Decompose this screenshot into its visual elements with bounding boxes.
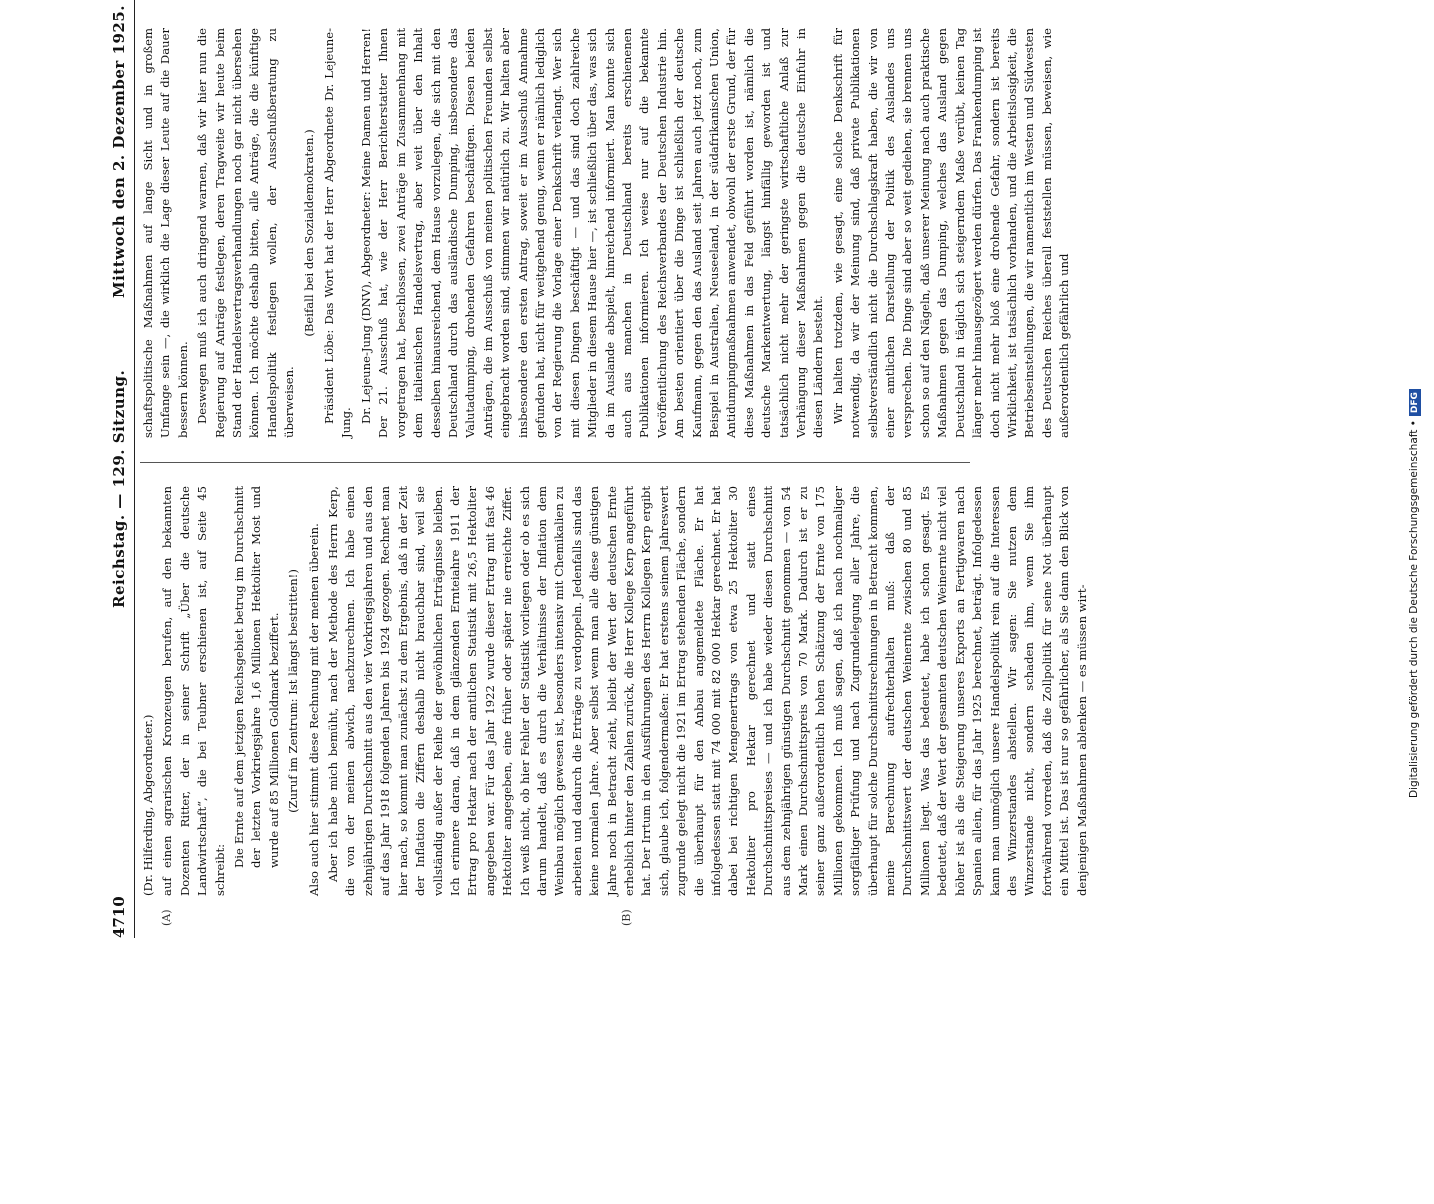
paragraph: (Beifall bei den Sozialdemokraten.) — [301, 129, 316, 337]
page-number: 4710 — [110, 896, 128, 938]
session-title: Reichstag. — 129. Sitzung. — [110, 369, 128, 608]
margin-mark-a: (A) — [160, 909, 173, 926]
page-header — [110, 0, 132, 938]
paragraph: Also auch hier stimmt diese Rechnung mit der meinen überein. — [306, 523, 321, 896]
right-text-column — [140, 28, 1072, 438]
paragraph: (Zuruf im Zentrum: Ist längst bestritten!) — [286, 569, 301, 813]
document-page-content — [100, 0, 1280, 938]
dfg-logo: DFG — [1409, 389, 1421, 416]
column-divider — [140, 462, 970, 463]
left-text-column — [140, 486, 1089, 896]
paragraph: Präsident Löbe: Das Wort hat der Herr Abgeordnete Dr. Lejeune-Jung. — [322, 28, 354, 438]
paragraph: Aber ich habe mich bemüht, nach der Methode des Herrn Kerp, die von der meinen abwich, nachzurechnen. Ich habe einen zehnjährigen Durchschnitt aus den vier Vorkriegsjahren und aus den auf das Jahr 1918 folgenden Jahren bis 1924 gezogen. Rechnet man hier nach, so kommt man zunächst zu dem Ergebnis, daß in der Zeit der Inflation die Ziffern deshalb nicht brauchbar sind, weil sie vollständig außer der Reihe der gewöhnlichen Erträgnisse bleiben. Ich erinnere daran, daß in dem glänzenden Ernteiahre 1911 der Ertrag pro Hektar nach der amtlichen Statistik mit 26,5 Hektoliter angegeben war. Für das Jahr 1922 wurde dieser Ertrag mit fast 46 Hektoliter angegeben, eine früher oder später nie erreichte Ziffer. Ich weiß nicht, ob hier Fehler der Statistik vorliegen oder ob es sich darum handelt, daß es durch die Verhältnisse der Inflation dem Weinbau möglich gewesen ist, besonders intensiv mit Chemikalien zu arbeiten und dadurch die Erträge zu verdoppeln. Jedenfalls sind das keine normalen Jahre. Aber selbst wenn man alle diese günstigen Jahre noch in Betracht zieht, bleibt der Wert der deutschen Ernte erheblich hinter den Zahlen zurück, die Herr Kollege Kerp angeführt hat. Der Irrtum in den Ausführungen des Herrn Kollegen Kerp ergibt sich, glaube ich, folgendermaßen: Er hat erstens seinem Jahreswert zugrunde gelegt nicht die 1921 im Ertrag stehenden Fläche, sondern die überhaupt für den Anbau angemeldete Fläche. Er hat infolgedessen statt mit 74 000 mit 82 000 Hektar gerechnet. Er hat dabei bei richtigen Mengenertrags von etwa 25 Hektoliter 30 Hektoliter pro Hektar gerechnet und statt eines Durchschnittspreises — und ich habe wieder diesen Durchschnitt aus dem zehnjährigen günstigen Durchschnitt genommen — von 54 Mark einen Durchschnittspreis von 70 Mark. Dadurch ist er zu seiner ganz außerordentlich hohen Schätzung der Ernte von 175 Millionen gekommen. Ich muß sagen, daß ich nach nochmaliger sorgfältiger Prüfung und nach Zugrundelegung aller Jahre, die überhaupt für solche Durchschnittsrechnungen in Betracht kommen, meine Berechnung aufrechterhalten muß: daß der Durchschnittswert der deutschen Weinernte zwischen 80 und 85 Millionen liegt. Was das bedeutet, habe ich schon gesagt. Es bedeutet, daß der Wert der gesamten deutschen Weinernte nicht viel höher ist als die Steigerung unseres Exports an Fertigwaren nach Spanien allein, für das Jahr 1925 berechnet, beträgt. Infolgedessen kann man unmöglich unsere Handelspolitik rein auf die Interessen des Winzerstandes abstellen. Wir sagen: Sie nutzen dem Winzerstande nicht, sondern schaden ihm, wenn Sie ihm fortwährend vorreden, daß die Zollpolitik für seine Not überhaupt ein Mittel ist. Das ist nur so gefährlicher, als Sie dann den Blick von denjenigen Maßnahmen ablenken — es müssen wirt- — [326, 486, 1089, 896]
paragraph: Dr. Lejeune-Jung (DNV), Abgeordneter: Meine Damen und Herren! Der 21. Ausschuß hat, wie der Herr Berichterstatter Ihnen vorgetragen hat, beschlossen, zwei Anträge im Zusammenhang mit dem italienischen Handelsvertrag, aber weit über den Inhalt desselben hinausreichend, dem Hause vorzulegen, die sich mit den Deutschland durch das ausländische Dumping, insbesondere das Valutadumping, drohenden Gefahren beschäftigen. Diesen beiden Anträgen, die im Ausschuß von meinen politischen Freunden selbst eingebracht worden sind, stimmen wir natürlich zu. Wir halten aber insbesondere den ersten Antrag, soweit er im Ausschuß Annahme gefunden hat, nicht für weitgehend genug, wenn er nämlich lediglich von der Regierung die Vorlage einer Denkschrift verlangt. Wer sich mit diesen Dingen beschäftigt — und das sind doch zahlreiche Mitglieder in diesem Hause hier —, ist schließlich über das, was sich da im Auslande abspielt, hinreichend informiert. Man konnte sich auch aus manchen in Deutschland bereits erschienenen Publikationen informieren. Ich weise nur auf die bekannte Veröffentlichung des Reichsverbandes der Deutschen Industrie hin. Am besten orientiert über die Dinge ist schließlich der deutsche Kaufmann, gegen den das Ausland seit Jahren auch jetzt noch, zum Beispiel in Australien, Neuseeland, in der südafrikanischen Union, Antidumpingmaßnahmen anwendet, obwohl der erste Grund, der für diese Maßnahmen in das Feld geführt worden ist, nämlich die deutsche Markentwertung, längst hinfällig geworden ist und tatsächlich nicht mehr der geringste wirtschaftliche Anlaß zur Verhängung dieser Maßnahmen gegen die deutsche Einfuhr in diesen Ländern besteht. — [358, 28, 826, 438]
paragraph: auf einen agrarischen Kronzeugen berufen, auf den bekannten Dozenten Ritter, der in seiner Schrift „Über die deutsche Landwirtschaft“, die bei Teubner erschienen ist, auf Seite 45 schreibt: — [160, 486, 227, 896]
digitization-credit — [1404, 6, 1432, 996]
margin-mark-b: (B) — [620, 909, 633, 926]
digitization-credit-text: Digitalisierung gefördert durch die Deutsche Forschungsgemeinschaft • — [1408, 420, 1420, 798]
paragraph: Wir halten trotzdem, wie gesagt, eine solche Denkschrift für notwendig, da wir der Meinung sind, daß private Publikationen selbstverständlich nicht die Durchschlagskraft haben, die wir von einer amtlichen Darstellung der Politik des Auslandes uns versprechen. Die Dinge sind aber so weit gediehen, sie brennen uns schon so auf den Nägeln, daß unserer Meinung nach auch praktische Maßnahmen gegen das Dumping, welches das Ausland gegen Deutschland in täglich sich steigerndem Maße verübt, keinen Tag länger mehr hinausgezögert werden dürfen. Das Frankendumping ist doch nicht mehr bloß eine drohende Gefahr, sondern ist bereits Wirklichkeit, ist tatsächlich vorhanden, und die Arbeitslosigkeit, die Betriebseinstellungen, die wir namentlich im Westen und Südwesten des Deutschen Reiches überall feststellen müssen, beweisen, wie außerordentlich gefährlich und — [830, 28, 1072, 438]
rotated-scan-area — [100, 4, 1280, 1204]
header-rule — [134, 0, 135, 938]
paragraph: schaftspolitische Maßnahmen auf lange Sicht und in großem Umfange sein —, die wirklich die Lage dieser Leute auf die Dauer bessern können. — [141, 28, 190, 438]
paragraph: Deswegen muß ich auch dringend warnen, daß wir hier nun die Regierung auf Anträge festlegen, deren Tragweite wir heute beim Stand der Handelsvertragsverhandlungen noch gar nicht übersehen können. Ich möchte deshalb bitten, alle Anträge, die die künftige Handelspolitik festlegen wollen, der Ausschußberatung zu überweisen. — [195, 28, 297, 438]
paragraph: (Dr. Hilferding, Abgeordneter.) — [141, 714, 155, 896]
digitization-credit-text-wrap — [1408, 0, 1432, 798]
session-date: Mittwoch den 2. Dezember 1925. — [110, 5, 128, 298]
paragraph: Die Ernte auf dem jetzigen Reichsgebiet betrug im Durchschnitt der letzten Vorkriegsjahre 1,6 Millionen Hektoliter Most und wurde auf 85 Millionen Goldmark beziffert. — [232, 486, 281, 868]
